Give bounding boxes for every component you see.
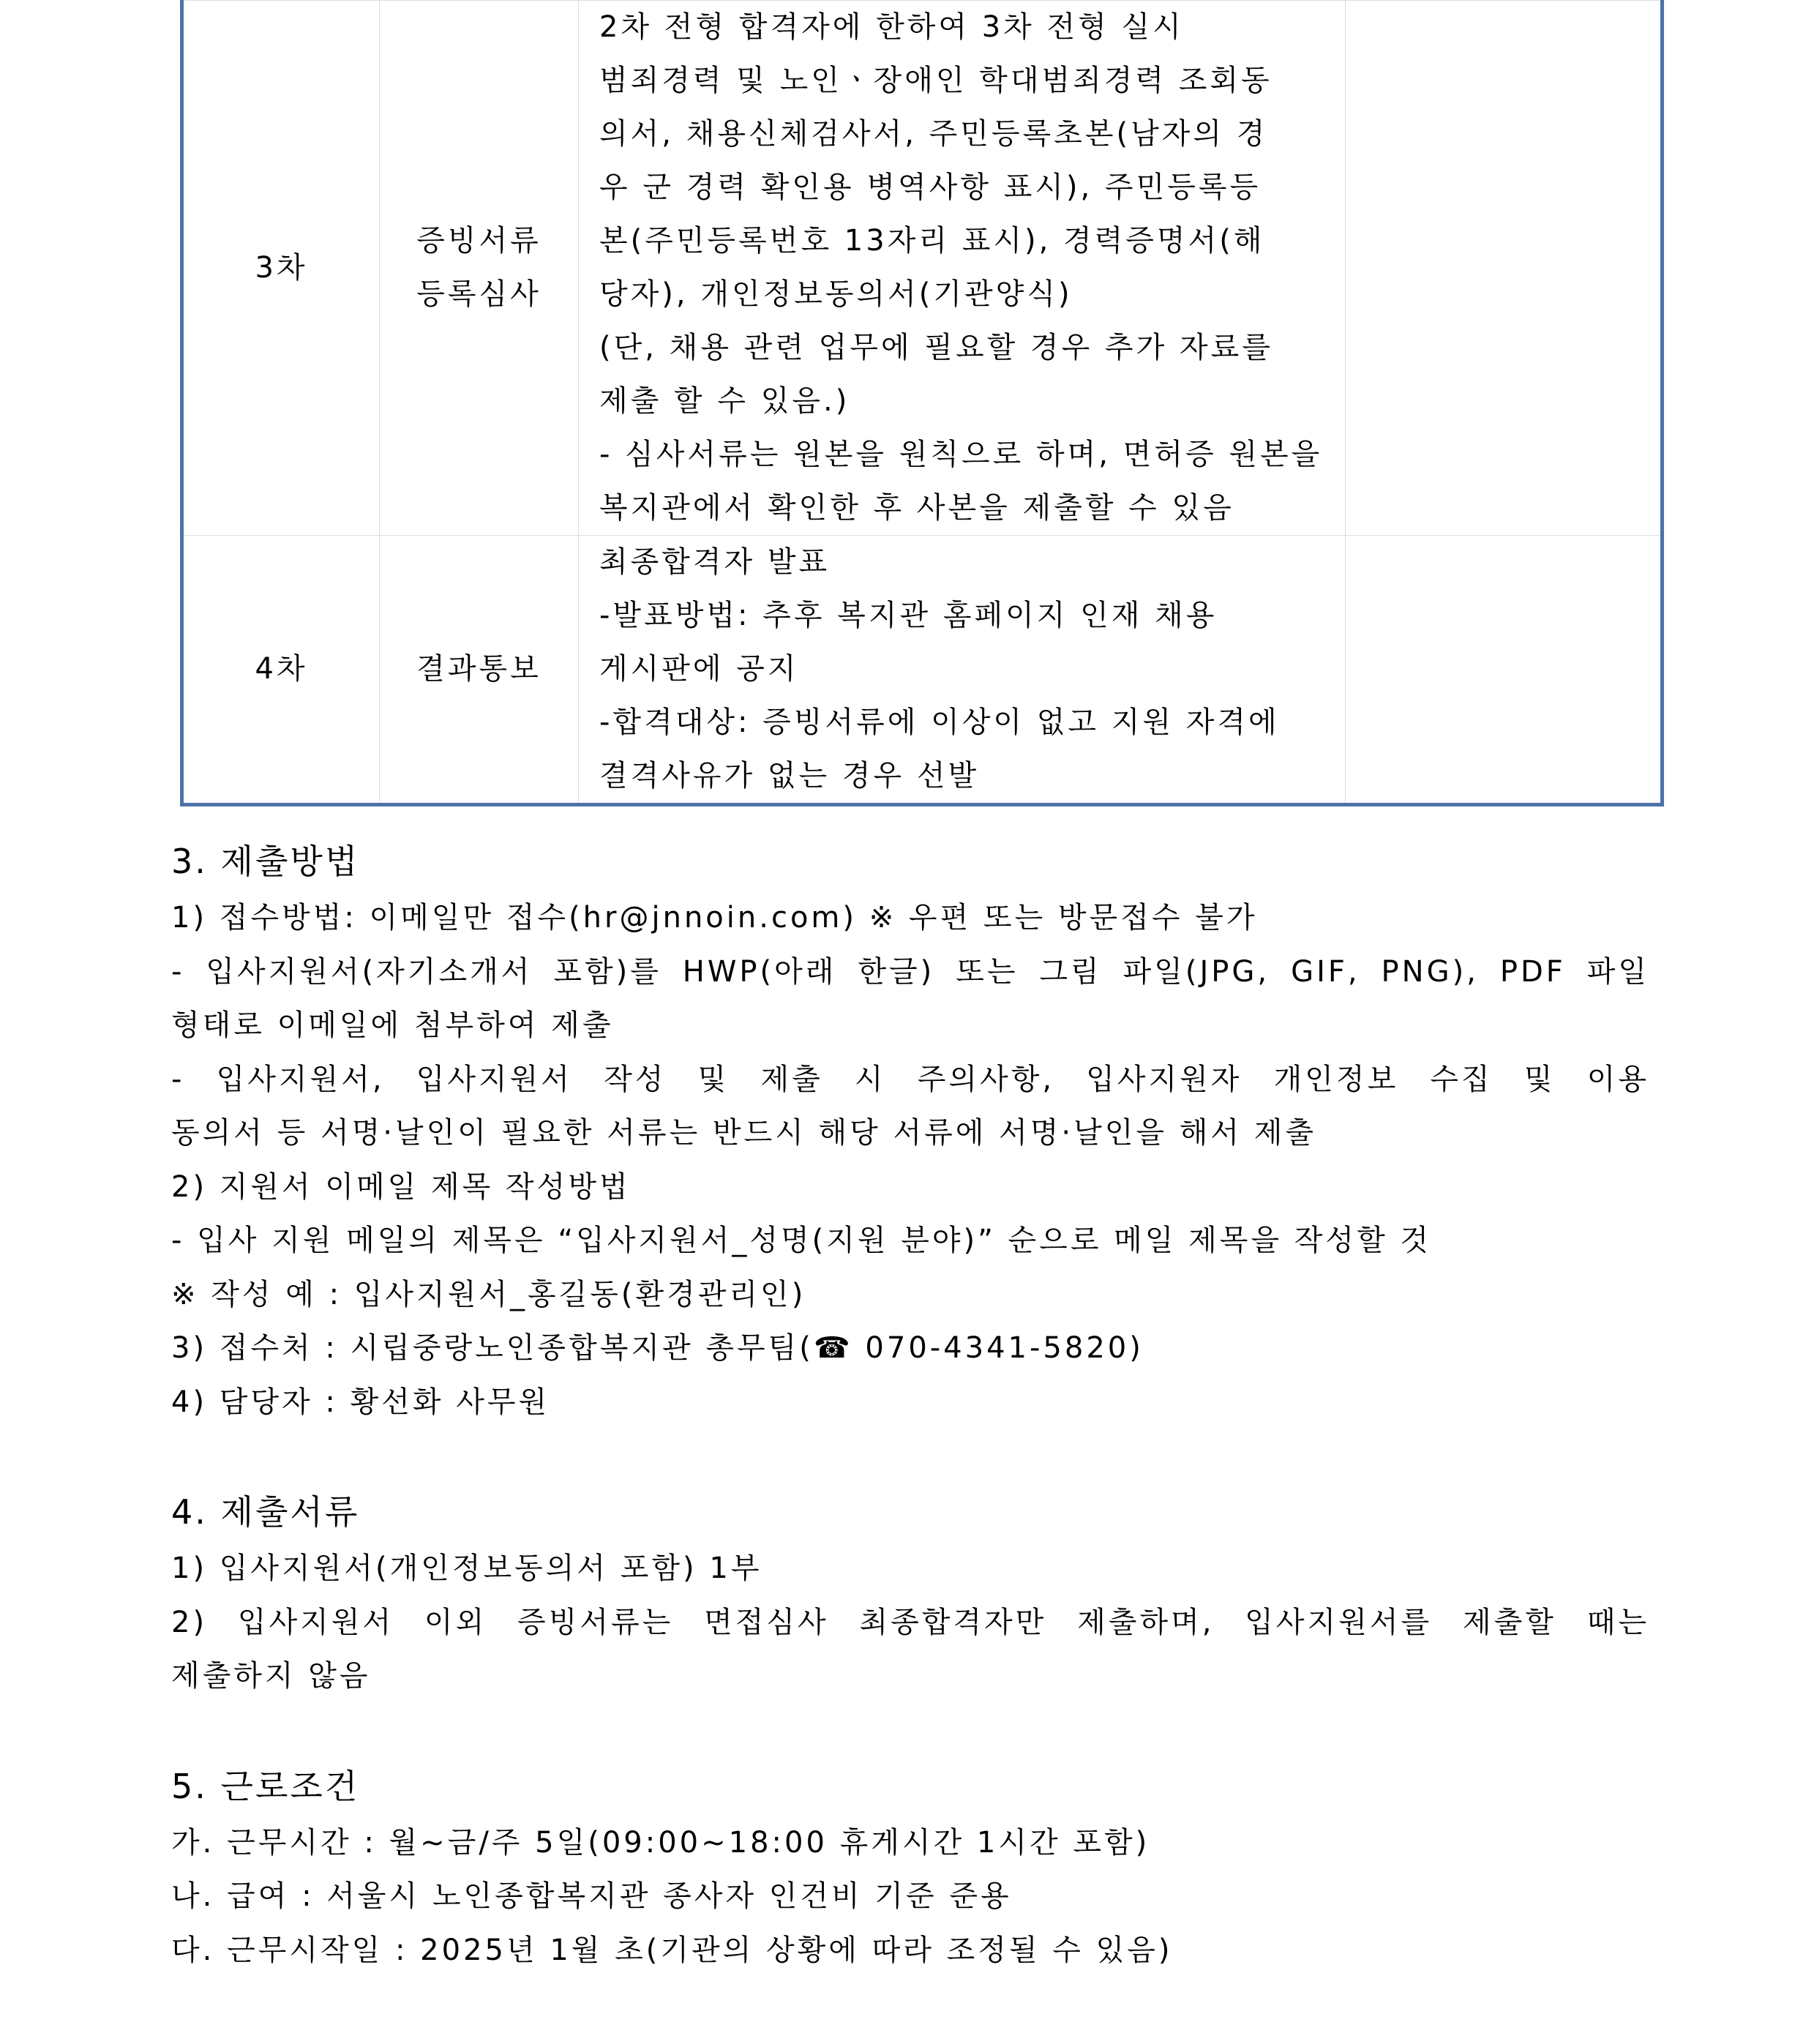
- description-line: 범죄경력 및 노인ㆍ장애인 학대범죄경력 조회동: [599, 64, 1273, 97]
- section-line: - 입사지원서, 입사지원서 작성 및 제출 시 주의사항, 입사지원자 개인정보 수집 및 이용: [171, 1062, 1649, 1096]
- type-line: 증빙서류: [416, 224, 541, 258]
- section: [171, 1485, 1649, 1704]
- section-line: 다. 근무시작일 : 2025년 1월 초(기관의 상황에 따라 조정될 수 있음): [171, 1933, 1173, 1967]
- note-cell: [1346, 536, 1663, 805]
- section-line: ※ 작성 예 : 입사지원서_홍길동(환경관리인): [171, 1277, 806, 1311]
- description-line: 결격사유가 없는 경우 선발: [599, 759, 980, 793]
- section-line: 동의서 등 서명·날인이 필요한 서류는 반드시 해당 서류에 서명·날인을 해서 제출: [171, 1116, 1317, 1150]
- selection-process-table-wrap: [180, 0, 1664, 806]
- section-title: 3. 제출방법: [171, 842, 360, 881]
- description-line: - 심사서류는 원본을 원칙으로 하며, 면허증 원본을: [599, 438, 1323, 471]
- description-line: 2차 전형 합격자에 한하여 3차 전형 실시: [599, 10, 1184, 44]
- document-sections: [171, 834, 1649, 1977]
- type-cell: [380, 1, 579, 536]
- selection-process-table: [180, 0, 1664, 806]
- type-line: 등록심사: [416, 277, 541, 311]
- section-line: - 입사지원서(자기소개서 포함)를 HWP(아래 한글) 또는 그림 파일(JPG, GIF, PNG), PDF 파일: [171, 954, 1649, 989]
- section-title: 4. 제출서류: [171, 1492, 360, 1532]
- section-line: 형태로 이메일에 첨부하여 제출: [171, 1008, 614, 1042]
- section-line: - 입사 지원 메일의 제목은 “입사지원서_성명(지원 분야)” 순으로 메일 제목을 작성할 것: [171, 1224, 1432, 1257]
- section: [171, 834, 1649, 1429]
- section-line: 제출하지 않음: [171, 1659, 371, 1693]
- description-cell: [579, 1, 1346, 536]
- description-line: 복지관에서 확인한 후 사본을 제출할 수 있음: [599, 491, 1234, 525]
- table-body: [182, 1, 1663, 805]
- description-line: 우 군 경력 확인용 병역사항 표시), 주민등록등: [599, 171, 1262, 204]
- section-line: 2) 지원서 이메일 제목 작성방법: [171, 1169, 631, 1204]
- table-row: [182, 1, 1663, 536]
- stage-cell: 3차: [182, 1, 380, 536]
- description-line: (단, 채용 관련 업무에 필요할 경우 추가 자료를: [599, 331, 1273, 364]
- description-line: 최종합격자 발표: [599, 545, 831, 579]
- stage-cell: 4차: [182, 536, 380, 805]
- section-line: 2) 입사지원서 이외 증빙서류는 면접심사 최종합격자만 제출하며, 입사지원서를 제출할 때는: [171, 1605, 1649, 1639]
- type-cell: [380, 536, 579, 805]
- section-line: 나. 급여 : 서울시 노인종합복지관 종사자 인건비 기준 준용: [171, 1879, 1012, 1913]
- description-line: 게시판에 공지: [599, 652, 799, 686]
- description-cell: [579, 536, 1346, 805]
- section-line: 1) 접수방법: 이메일만 접수(hr@jnnoin.com) ※ 우편 또는 방문접수 불가: [171, 901, 1258, 935]
- section-line: 4) 담당자 : 황선화 사무원: [171, 1385, 550, 1419]
- description-line: 제출 할 수 있음.): [599, 384, 850, 418]
- section: [171, 1759, 1649, 1978]
- description-line: 본(주민등록번호 13자리 표시), 경력증명서(해: [599, 224, 1265, 258]
- description-line: -합격대상: 증빙서류에 이상이 없고 지원 자격에: [599, 705, 1280, 739]
- section-line: 1) 입사지원서(개인정보동의서 포함) 1부: [171, 1551, 762, 1585]
- description-line: 의서, 채용신체검사서, 주민등록초본(남자의 경: [599, 117, 1268, 151]
- section-line: 가. 근무시간 : 월~금/주 5일(09:00~18:00 휴게시간 1시간 포함): [171, 1825, 1150, 1860]
- description-line: -발표방법: 추후 복지관 홈페이지 인재 채용: [599, 599, 1218, 632]
- section-line: 3) 접수처 : 시립중랑노인종합복지관 총무팀(☎ 070-4341-5820): [171, 1331, 1144, 1365]
- description-line: 당자), 개인정보동의서(기관양식): [599, 277, 1073, 311]
- table-row: [182, 536, 1663, 805]
- section-title: 5. 근로조건: [171, 1766, 360, 1806]
- type-line: 결과통보: [416, 652, 541, 686]
- note-cell: [1346, 1, 1663, 536]
